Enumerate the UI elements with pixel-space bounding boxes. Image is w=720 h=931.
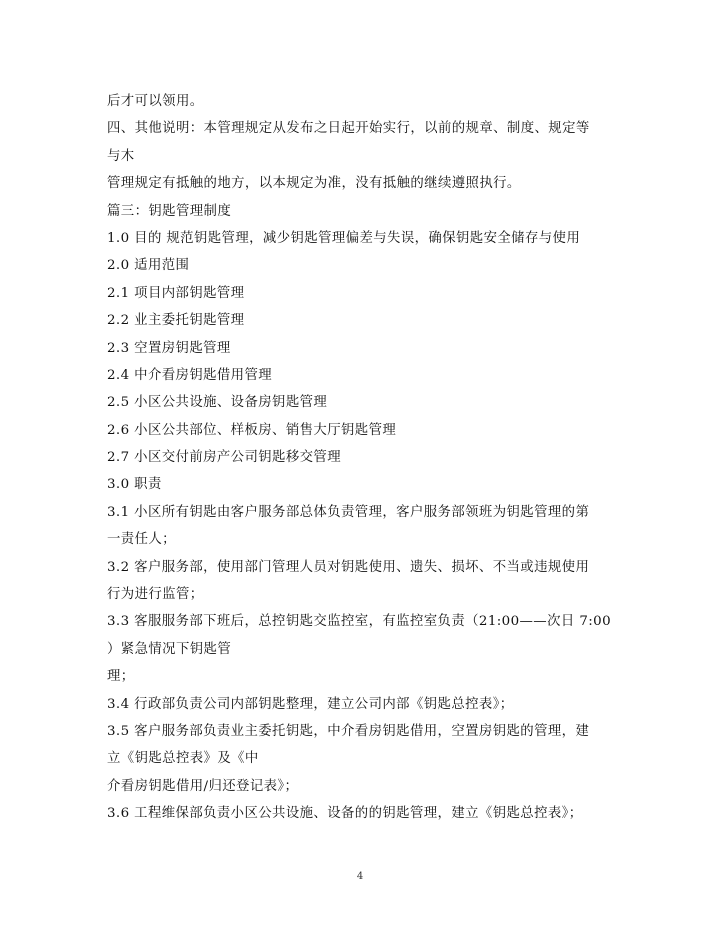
page-number: 4 xyxy=(356,871,364,882)
text-line: 四、其他说明：本管理规定从发布之日起开始实行，以前的规章、制度、规定等 xyxy=(107,121,590,137)
text-line: 管理规定有抵触的地方，以本规定为准，没有抵触的继续遵照执行。 xyxy=(107,176,521,192)
text-line: 2.0 适用范围 xyxy=(107,258,190,274)
text-line: 2.5 小区公共设施、设备房钥匙管理 xyxy=(107,395,328,411)
text-line: 2.7 小区交付前房产公司钥匙移交管理 xyxy=(107,450,342,466)
text-line: 2.2 业主委托钥匙管理 xyxy=(107,313,245,329)
text-line: 一责任人； xyxy=(107,532,176,548)
text-line: 3.5 客户服务部负责业主委托钥匙，中介看房钥匙借用，空置房钥匙的管理，建 xyxy=(107,723,590,739)
text-line: 1.0 目的 规范钥匙管理，减少钥匙管理偏差与失误，确保钥匙安全储存与使用 xyxy=(107,230,581,246)
text-line: 3.3 客服服务部下班后，总控钥匙交监控室，有监控室负责（21:00——次日 7:00 xyxy=(107,614,611,630)
text-line: ）紧急情况下钥匙管 xyxy=(107,641,232,657)
text-line: 2.4 中介看房钥匙借用管理 xyxy=(107,367,273,383)
text-line: 3.6 工程维保部负责小区公共设施、设备的的钥匙管理，建立《钥匙总控表》； xyxy=(107,806,583,822)
text-line: 介看房钥匙借用/归还登记表》； xyxy=(107,778,299,794)
text-line: 与木 xyxy=(107,148,135,164)
text-line: 2.3 空置房钥匙管理 xyxy=(107,340,231,356)
text-line: 2.6 小区公共部位、样板房、销售大厅钥匙管理 xyxy=(107,422,397,438)
body-text xyxy=(107,88,627,828)
text-line: 2.1 项目内部钥匙管理 xyxy=(107,285,245,301)
text-line: 行为进行监管； xyxy=(107,587,204,603)
text-line: 3.2 客户服务部，使用部门管理人员对钥匙使用、遗失、损坏、不当或违规使用 xyxy=(107,559,590,575)
text-line: 3.0 职责 xyxy=(107,477,162,493)
text-line: 理； xyxy=(107,669,135,685)
text-line: 立《钥匙总控表》及《中 xyxy=(107,751,259,767)
text-line: 后才可以领用。 xyxy=(107,94,204,109)
text-line: 3.4 行政部负责公司内部钥匙整理，建立公司内部《钥匙总控表》； xyxy=(107,696,514,712)
text-line: 3.1 小区所有钥匙由客户服务部总体负责管理，客户服务部领班为钥匙管理的第 xyxy=(107,504,590,520)
section-heading: 篇三：钥匙管理制度 xyxy=(107,203,232,219)
